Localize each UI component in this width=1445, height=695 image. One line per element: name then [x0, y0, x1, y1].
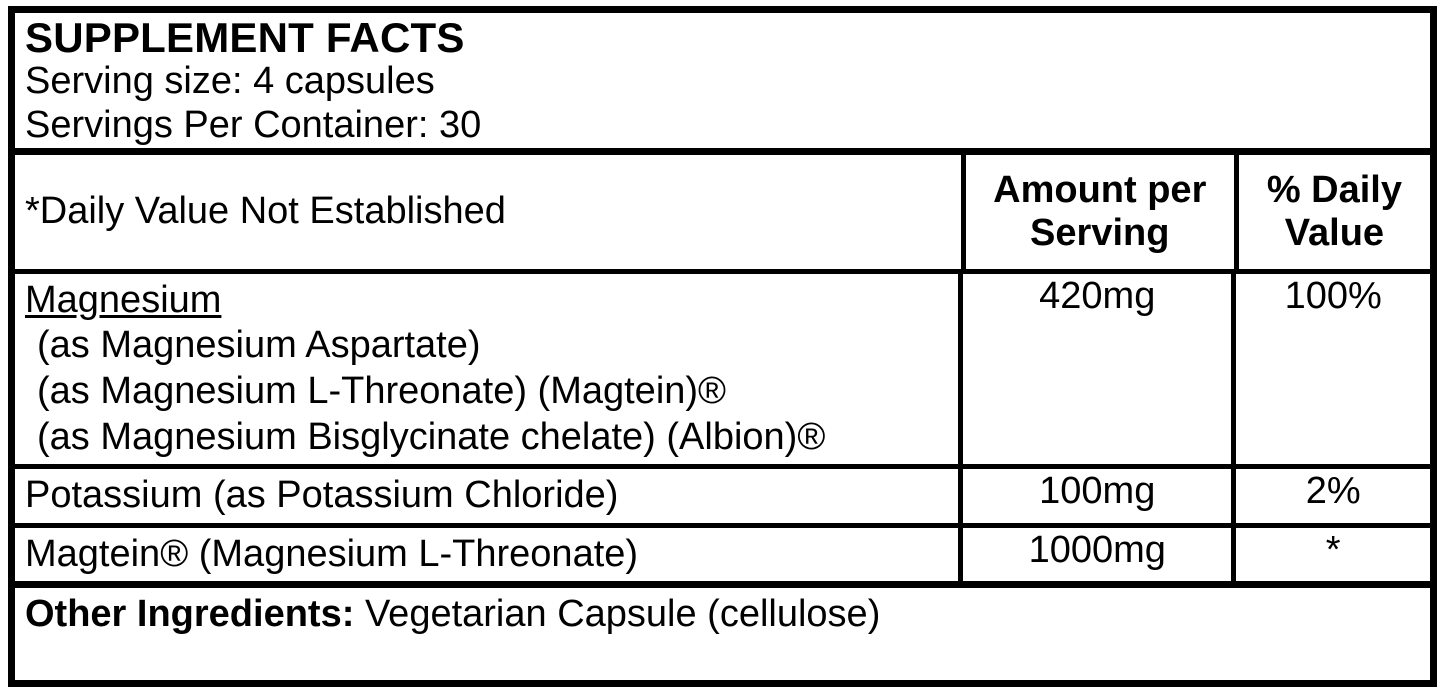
- amount-header-cell: [961, 155, 1234, 272]
- table-row: [15, 467, 1430, 526]
- table-header-row: [15, 155, 1430, 272]
- daily-value-note-cell: [15, 155, 961, 272]
- ingredient-subline: (as Magnesium Bisglycinate chelate) (Albion)®: [37, 415, 826, 458]
- other-ingredients-label: Other Ingredients:: [25, 593, 355, 636]
- supplement-facts-box: [8, 6, 1437, 687]
- ingredient-subline: (as Magnesium Aspartate): [37, 324, 481, 367]
- page-title: SUPPLEMENT FACTS: [25, 14, 465, 61]
- ingredient-name-cell: [15, 467, 961, 526]
- ingredient-name: Potassium (as Potassium Chloride): [25, 474, 619, 517]
- daily-value-note: *Daily Value Not Established: [25, 189, 506, 232]
- ingredient-daily-value: *: [1234, 525, 1430, 581]
- ingredient-name-group: [15, 274, 958, 464]
- ingredient-name: Magnesium: [25, 278, 222, 321]
- ingredient-name: Magtein® (Magnesium L-Threonate): [25, 532, 639, 575]
- header-divider: [15, 148, 1430, 155]
- ingredient-amount: 420mg: [961, 271, 1234, 466]
- ingredient-daily-value: 2%: [1234, 467, 1430, 526]
- amount-per-serving-header: Amount per Serving: [961, 155, 1234, 269]
- ingredient-subline: (as Magnesium L-Threonate) (Magtein)®: [37, 369, 727, 412]
- daily-value-header-cell: [1234, 155, 1430, 272]
- serving-size-text: Serving size: 4 capsules: [25, 60, 435, 103]
- ingredient-amount: 1000mg: [961, 525, 1234, 581]
- ingredient-amount: 100mg: [961, 467, 1234, 526]
- servings-per-container-text: Servings Per Container: 30: [25, 104, 482, 147]
- ingredient-name-cell: [15, 271, 961, 466]
- label-header: [15, 13, 1430, 148]
- other-ingredients-divider: [15, 581, 1430, 588]
- other-ingredients-value: Vegetarian Capsule (cellulose): [364, 593, 881, 636]
- percent-daily-value-header: % Daily Value: [1234, 155, 1430, 269]
- ingredient-name-cell: [15, 525, 961, 581]
- nutrition-table: [15, 155, 1430, 582]
- ingredient-daily-value: 100%: [1234, 271, 1430, 466]
- other-ingredients: [15, 588, 1430, 638]
- table-row: [15, 525, 1430, 581]
- table-row: [15, 271, 1430, 466]
